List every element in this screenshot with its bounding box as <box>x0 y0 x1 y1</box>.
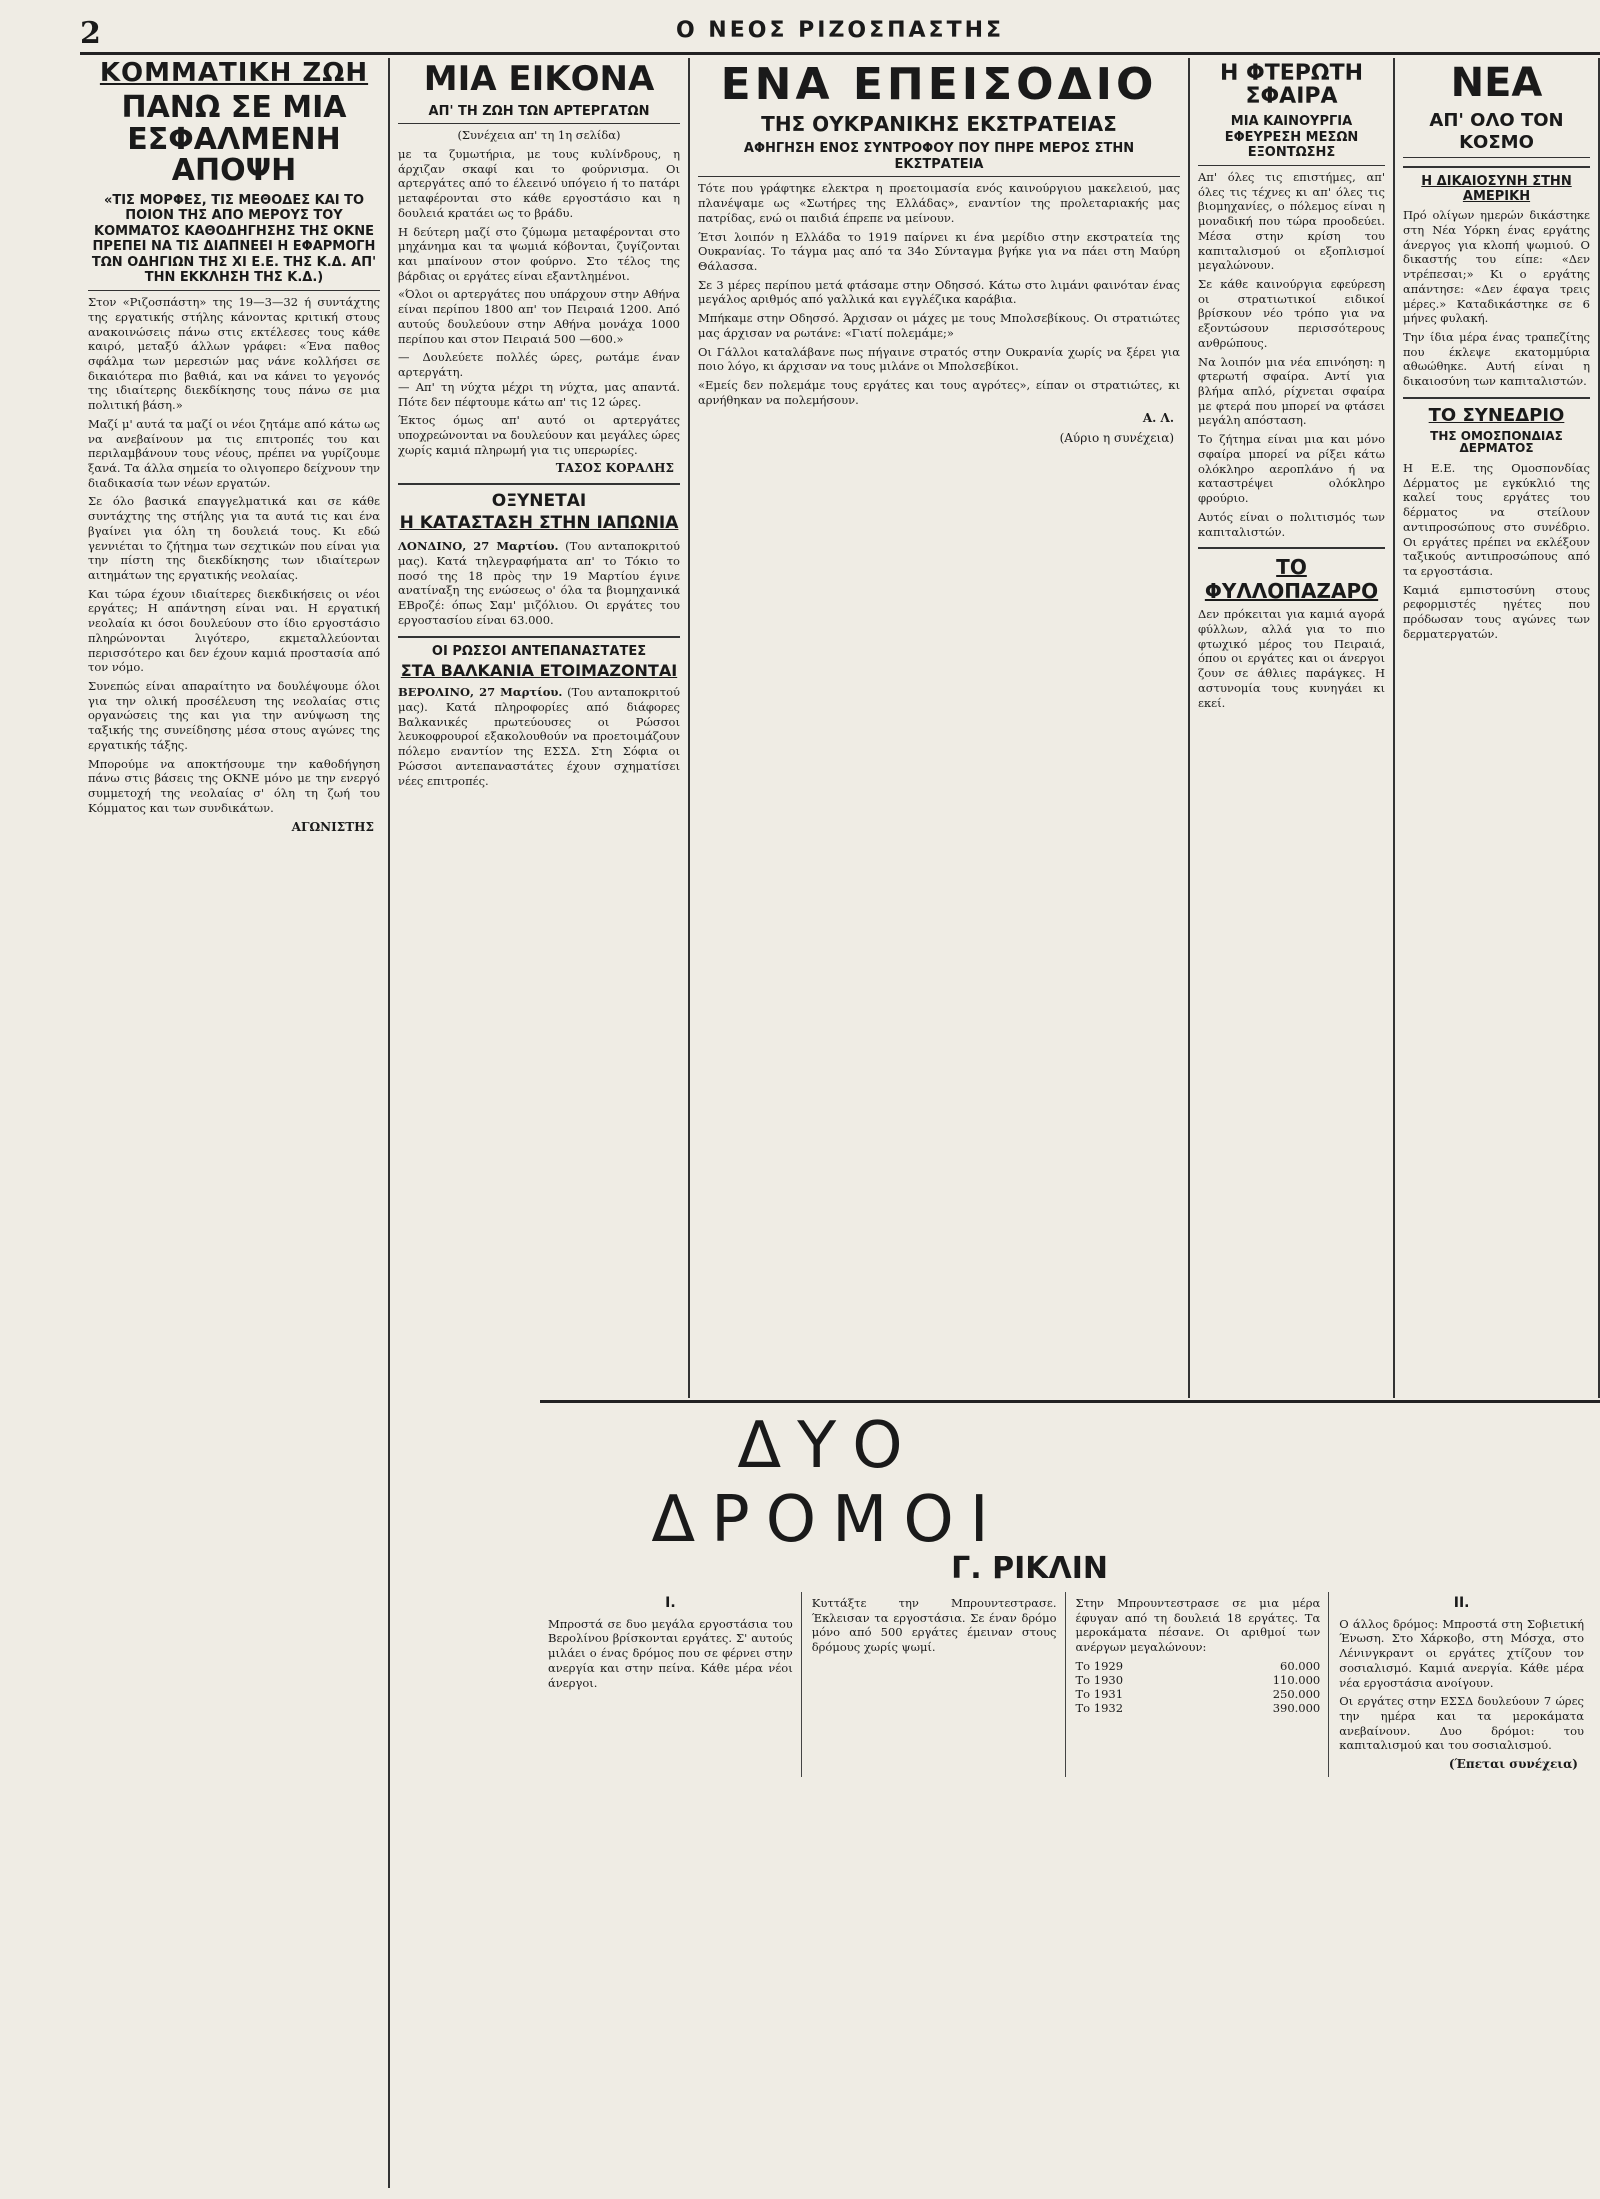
headline-two-roads: ΔΥΟ ΔΡΟΜΟΙ <box>651 1409 1005 1557</box>
column-ukrainian-campaign <box>690 58 1190 1398</box>
subhead-justice-america: Η ΔΙΚΑΙΟΣΥΝΗ ΣΤΗΝ ΑΜΕΡΙΚΗ <box>1403 166 1590 204</box>
author-signature: ΑΓΩΝΙΣΤΗΣ <box>291 819 374 834</box>
article-paragraph: Ο άλλος δρόμος: Μπροστά στη Σοβιετική Ένωση. Στο Χάρκοβο, στη Μόσχα, στο Λένινγκραντ οι εργάτες χτίζουν τον σοσιαλισμό. Καμιά ανεργία. Κάθε μέρα νέα εργοστάσια ανοίγουν. <box>1339 1616 1584 1690</box>
feature-column <box>812 1592 1066 1777</box>
table-value: 250.000 <box>1272 1686 1321 1701</box>
headline-a-picture: ΜΙΑ ΕΙΚΟΝΑ <box>423 59 655 99</box>
deck-comrade-account: ΑΦΗΓΗΣΗ ΕΝΟΣ ΣΥΝΤΡΟΦΟΥ ΠΟΥ ΠΗΡΕ ΜΕΡΟΣ ΣΤΗΝ ΕΚΣΤΡΑΤΕΙΑ <box>698 141 1180 177</box>
article-paragraph: Να λοιπόν μια νέα επινόηση: η φτερωτή σφαίρα. Αντί για βλήμα απλό, ρίχνεται σφαίρα με φτερά που μπορεί να φτάσει μεγάλη απόσταση. <box>1198 354 1385 428</box>
newspaper-name: Ο ΝΕΟΣ ΡΙΖΟΣΠΑΣΤΗΣ <box>675 18 1005 43</box>
article-paragraph: Σε 3 μέρες περίπου μετά φτάσαμε στην Οδησσό. Κάτω στο λιμάνι φαινόταν ένας μεγάλος αριθμός από γαλλικά και εγγλέζικα καράβια. <box>698 277 1180 307</box>
article-paragraph: Αυτός είναι ο πολιτισμός των καπιταλιστών. <box>1198 509 1385 539</box>
table-label: Το 1932 <box>1075 1700 1124 1715</box>
article-paragraph: Στον «Ριζοσπάστη» της 19—3—32 ή συντάχτης της εργατικής στήλης κάνοντας κριτική στους ανακοινώσεις πάνω στις εκτέλεσες τους κάθε καιρό, μεταξύ άλλων γράφει: «Ένα παθος σφάλμα των μερεσιών μας νάνε κολλήσει σε δικαιότερα πιο βαθιά, και να κάνει το γεγονός της ιδιαίτερης διεκδίκησης τους πάνω σε μια πολιτική βάση.» <box>88 295 380 413</box>
article-paragraph: Δεν πρόκειται για καμιά αγορά φύλλων, αλλά για το πιο φτωχικό μέρος του Πειραιά, όπου οι εργάτες και οι άνεργοι ζουν σε άθλιες παράγκες. Η αστυνομία τους κυνηγάει κι εκεί. <box>1198 607 1385 710</box>
feature-column <box>548 1592 802 1777</box>
author-byline: Γ. ΡΙΚΛΙΝ <box>951 1551 1108 1586</box>
article-paragraph: Σε όλο βασικά επαγγελματικά και σε κάθε συντάχτης της στήλης για τα αυτά τις και ένα βγαίνει για όλη τη δουλειά τους. Κι εδώ γεννιέται το ζήτημα των σεχτικών που είναι για την πίστη της διεκδίκησης των ιδιαίτερων αιτημάτων της εργατικής νεολαίας. <box>88 494 380 582</box>
article-paragraph: Έκτος όμως απ' αυτό οι αρτεργάτες υποχρεώνονται να δουλεύουν και μεγάλες ώρες χωρίς καμιά πληρωμή για τις υπερωρίες. <box>398 413 680 457</box>
headline-winged-bullet: Η ΦΤΕΡΩΤΗ ΣΦΑΙΡΑ <box>1219 61 1364 110</box>
feature-column <box>1076 1592 1330 1777</box>
article-paragraph: Συνεπώς είναι απαραίτητο να δουλέψουμε όλοι για την ολική προσέλευση της νεολαίας στις οργανώσεις της και για την ανύψωση της ταξικής της συνείδησης μέσα στους αγώνες της εργατικής τάξης. <box>88 679 380 752</box>
column-world-news <box>1395 58 1600 1398</box>
column-winged-bullet <box>1190 58 1395 1398</box>
headline-russians: ΣΤΑ ΒΑΛΚΑΝΙΑ ΕΤΟΙΜΑΖΟΝΤΑΙ <box>400 660 678 680</box>
masthead <box>80 12 1600 55</box>
table-label: Το 1931 <box>1075 1686 1124 1701</box>
feature-column <box>1339 1592 1592 1777</box>
author-signature: Α. Λ. <box>1142 411 1174 426</box>
table-row <box>1076 1701 1321 1715</box>
article-paragraph: Το ζήτημα είναι μια και μόνο σφαίρα μπορεί να ρίξει κάτω ολόκληρο αεροπλάνο ή να καταστρέψει ολόκληρο φρούριο. <box>1198 432 1385 506</box>
subhead-congress: ΤΟ ΣΥΝΕΔΡΙΟ <box>1403 397 1590 426</box>
article-paragraph: Την ίδια μέρα ένας τραπεζίτης που έκλεψε εκατομμύρια αθωώθηκε. Αυτή είναι η δικαιοσύνη των καπιταλιστών. <box>1403 329 1590 389</box>
article-paragraph: Στην Μπρουντεστρασε σε μια μέρα έφυγαν από τη δουλειά 18 εργάτες. Τα μεροκάματα πέσανε. Οι αριθμοί των ανέργων μεγαλώνουν: <box>1075 1596 1321 1655</box>
deck-bakers: ΑΠ' ΤΗ ΖΩΗ ΤΩΝ ΑΡΤΕΡΓΑΤΩΝ <box>398 104 680 125</box>
article-paragraph: Μπήκαμε στην Οδησσό. Άρχισαν οι μάχες με τους Μπολσεβίκους. Οι στρατιώτες μας άρχισαν να ρωτάνε: «Γιατί πολεμάμε;» <box>698 311 1180 340</box>
article-paragraph: με τα ζυμωτήρια, με τους κυλίνδρους, η άρχιζαν σκαφί και το φούρνισμα. Οι αρτεργάτες από το έλεεινό υπόγειο ή το πατάρι μεταφέρονται στο κάθε εργοστάσιο και η δουλειά κρατάει ως το βράδυ. <box>398 147 680 220</box>
deck-world: ΑΠ' ΟΛΟ ΤΟΝ ΚΟΣΜΟ <box>1403 110 1590 158</box>
subhead-leather-federation: ΤΗΣ ΟΜΟΣΠΟΝΔΙΑΣ ΔΕΡΜΑΤΟΣ <box>1430 428 1563 456</box>
column-party-life <box>80 58 390 2188</box>
deck-wrong-view: «ΤΙΣ ΜΟΡΦΕΣ, ΤΙΣ ΜΕΘΟΔΕΣ ΚΑΙ ΤΟ ΠΟΙΟΝ ΤΗΣ ΑΠΟ ΜΕΡΟΥΣ ΤΟΥ ΚΟΜΜΑΤΟΣ ΚΑΘΟΔΗΓΗΣΗΣ ΤΗΣ ΟΚΝΕ ΠΡΕΠΕΙ ΝΑ ΤΙΣ ΔΙΑΠΝΕΕΙ Η ΕΦΑΡΜΟΓΗ ΤΩΝ ΟΔΗΓΙΩΝ ΤΗΣ XI Ε.Ε. ΤΗΣ Κ.Δ. ΑΠ' ΤΗΝ ΕΚΚΛΗΣΗ ΤΗΣ Κ.Δ.) <box>88 193 380 292</box>
article-paragraph: Μπορούμε να αποκτήσουμε την καθοδήγηση πάνω στις βάσεις της ΟΚΝΕ μόνο με την ενεργό συμμετοχή της νεολαίας σ' όλη τη ζωή του Κόμματος και των συνδικάτων. <box>88 756 380 815</box>
article-paragraph: Πρό ολίγων ημερών δικάστηκε στη Νέα Υόρκη ένας εργάτης άνεργος για κλοπή ψωμιού. Ο δικαστής του είπε: «Δεν ντρέπεσαι;» Κι ο εργάτης απάντησε: «Δεν έφαγα τρεις μέρες.» Καταδικάστηκε σε 6 μήνες φυλακή. <box>1403 208 1590 326</box>
article-paragraph: Οι Γάλλοι καταλάβανε πως πήγαινε στρατός στην Ουκρανία χωρίς να ξέρει για ποιο λόγο, κι άρχισαν να τους μιλάνε οι Μπολσεβίκοι. <box>698 344 1180 374</box>
table-value: 390.000 <box>1272 1700 1321 1715</box>
headline-news: ΝΕΑ <box>1450 60 1543 106</box>
article-paragraph: Σε κάθε καινούργια εφεύρεση οι στρατιωτικοί ειδικοί βρίσκουν νέο τρόπο για να εξοντώσουν περισσότερους ανθρώπους. <box>1198 277 1385 350</box>
table-row <box>1076 1673 1321 1687</box>
article-paragraph: Καμιά εμπιστοσύνη στους ρεφορμιστές ηγέτες που πρόδωσαν τους αγώνες των δερματεργατών. <box>1403 582 1590 641</box>
article-paragraph: Οι εργάτες στην ΕΣΣΔ δουλεύουν 7 ώρες την ημέρα και τα μεροκάματα ανεβαίνουν. Δυο δρόμοι: του καπιταλισμού και του σοσιαλισμού. <box>1339 1694 1584 1753</box>
article-paragraph: «Εμείς δεν πολεμάμε τους εργάτες και τους αγρότες», είπαν οι στρατιώτες, κι αρνήθηκαν να πολεμήσουν. <box>698 378 1180 407</box>
unemployment-table <box>1076 1659 1321 1715</box>
dateline: ΒΕΡΟΛΙΝΟ, 27 Μαρτίου. <box>398 685 563 700</box>
headline-japan: Η ΚΑΤΑΣΤΑΣΗ ΣΤΗΝ ΙΑΠΩΝΙΑ <box>399 513 679 534</box>
article-paragraph: Και τώρα έχουν ιδιαίτερες διεκδικήσεις οι νέοι εργάτες; Η απάντηση είναι ναι. Η εργατική νεολαία κι όσοι δουλεύουν στο ίδιο εργοστάσιο πληρώνονται λιγότερο, εκμεταλλεύονται περισσότερο και δεν έχουν καμιά προστασία από τον νόμο. <box>88 586 380 675</box>
article-paragraph <box>398 685 680 788</box>
article-paragraph: — Δουλεύετε πολλές ώρες, ρωτάμε έναν αρτεργάτη. — Απ' τη νύχτα μέχρι τη νύχτα, μας απαντά. Πότε δεν πέφτουμε κάτω απ' τις 12 ώρες. <box>398 350 680 409</box>
continued-note: (Συνέχεια απ' τη 1η σελίδα) <box>457 128 621 143</box>
headline-episode: ΕΝΑ ΕΠΕΙΣΟΔΙΟ <box>720 59 1158 110</box>
table-label: Το 1929 <box>1075 1658 1124 1673</box>
continued-note: (Αύριο η συνέχεια) <box>1059 431 1174 446</box>
column-picture-of-life <box>390 58 690 1398</box>
section-number: I. <box>665 1595 676 1611</box>
table-value: 60.000 <box>1280 1658 1321 1673</box>
article-text: (Του ανταποκριτού μας). Κατά τηλεγραφήματα απ' το Τόκιο το ποσό της 18 πρὸς την 19 Μαρτίου έγινε ανατίναξη της ενώσεως ο' όλα τα βιομηχανικά ΕΒροζέ: όπως Σαμ' μιζόλιου. Οι εργάτες του εργοστασίου είναι 63.000. <box>398 539 681 627</box>
subhead-fyllopazaro: ΤΟ ΦΥΛΛΟΠΑΖΑΡΟ <box>1198 547 1385 603</box>
table-value: 110.000 <box>1272 1672 1321 1687</box>
article-paragraph: Μαζί μ' αυτά τα μαζί οι νέοι ζητάμε από κάτω ως να ανεβαίνουν μα τις επιτροπές του και περιλαμβάνουν τους νέους, πρέπει να γυρίζουμε ξανά. Τα άλλα σημεία το ολιγοπερο δείχνουν την διαδικασία των νέων εργατών. <box>88 416 380 490</box>
subhead-ukrainian: ΤΗΣ ΟΥΚΡΑΝΙΚΗΣ ΕΚΣΤΡΑΤΕΙΑΣ <box>761 112 1117 137</box>
table-label: Το 1930 <box>1075 1672 1124 1687</box>
table-row <box>1076 1687 1321 1701</box>
feature-two-roads <box>540 1400 1600 2190</box>
deck-invention: ΜΙΑ ΚΑΙΝΟΥΡΓΙΑ ΕΦΕΥΡΕΣΗ ΜΕΣΩΝ ΕΞΟΝΤΩΣΗΣ <box>1198 114 1385 166</box>
table-row <box>1076 1659 1321 1673</box>
article-paragraph: Η Ε.Ε. της Ομοσπονδίας Δέρματος με εγκύκλιό της καλεί τους εργάτες του δέρματος να στείλουν αντιπροσώπους στο συνέδριο. Οι εργάτες πρέπει να εκλέξουν ταξικούς αντιπροσώπους από τα εργοστάσια. <box>1403 461 1590 579</box>
author-signature: ΤΑΣΟΣ ΚΟΡΑΛΗΣ <box>555 461 674 476</box>
article-text: (Του ανταποκριτού μας). Κατά πληροφορίες από διάφορες Βαλκανικές πρωτεύουσες οι Ρώσσοι λευκοφρουροί εξακολουθούν να προετοιμάζουν πόλεμο εναντίον της ΕΣΣΔ. Στη Σόφια οι Ρώσσοι αντεπαναστάτες έχουν σχηματίσει νέες επιτροπές. <box>398 685 681 788</box>
article-paragraph: Κυττάξτε την Μπρουντεστρασε. Έκλεισαν τα εργοστάσια. Σε έναν δρόμο μόνο από 500 εργάτες έμειναν στους δρόμους χωρίς ψωμί. <box>811 1596 1057 1655</box>
article-paragraph: Μπροστά σε δυο μεγάλα εργοστάσια του Βερολίνου βρίσκονται εργάτες. Σ' αυτούς μιλάει ο ένας δρόμος που σε φέρνει στην ανεργία και στην πείνα. Κάθε μέρα νέοι άνεργοι. <box>548 1616 793 1690</box>
article-paragraph: Η δεύτερη μαζί στο ζύμωμα μεταφέρονται στο μηχάνημα και τα ψωμιά κόβονται, ζυγίζονται και μπαίνουν στον φούρνο. Στο τέλος της βάρδιας οι εργάτες είναι εξαντλημένοι. <box>398 224 680 283</box>
kicker-party-life: ΚΟΜΜΑΤΙΚΗ ΖΩΗ <box>99 58 369 88</box>
headline-wrong-view: ΠΑΝΩ ΣΕ ΜΙΑ ΕΣΦΑΛΜΕΝΗ ΑΠΟΨΗ <box>121 90 347 188</box>
section-number: II. <box>1453 1595 1470 1611</box>
dateline: ΛΟΝΔΙΝΟ, 27 Μαρτίου. <box>398 539 559 554</box>
page-number: 2 <box>80 16 101 51</box>
article-paragraph: «Όλοι οι αρτεργάτες που υπάρχουν στην Αθήνα είναι περίπου 1800 απ' τον Πειραιά 1200. Από αυτούς δουλεύουν στην Αθήνα μονάχα 1000 περίπου και στον Πειραιά 500 —600.» <box>398 287 680 346</box>
article-paragraph <box>398 539 680 627</box>
continued-note: (Έπεται συνέχεια) <box>1448 1757 1578 1772</box>
kicker-russians: ΟΙ ΡΩΣΣΟΙ ΑΝΤΕΠΑΝΑΣΤΑΤΕΣ <box>398 636 680 659</box>
article-paragraph: Απ' όλες τις επιστήμες, απ' όλες τις τέχνες κι απ' όλες τις βιομηχανίες, ο πόλεμος είναι η μοναδική που τώρα προοδεύει. Μέσα στην κρίση του καπιταλισμού οι εξοπλισμοί μεγαλώνουν. <box>1198 169 1385 273</box>
kicker-japan: ΟΞΥΝΕΤΑΙ <box>398 483 680 511</box>
feature-columns <box>548 1592 1592 1777</box>
article-paragraph: Τότε που γράφτηκε ελεκτρα η προετοιμασία ενός καινούργιου μακελειού, μας πλανέψαμε ως «Σωτήρες της Ελλάδας», εναντίον της προλεταριακής μας πατρίδας, ενώ οι παιδιά έπρεπε να μείνουν. <box>698 181 1180 225</box>
article-paragraph: Έτσι λοιπόν η Ελλάδα το 1919 παίρνει κι ένα μερίδιο στην εκστρατεία της Ουκρανίας. Το τάγμα μας από τα 34ο Σύνταγμα βγήκε για να πάει στη Μαύρη Θάλασσα. <box>698 229 1180 273</box>
